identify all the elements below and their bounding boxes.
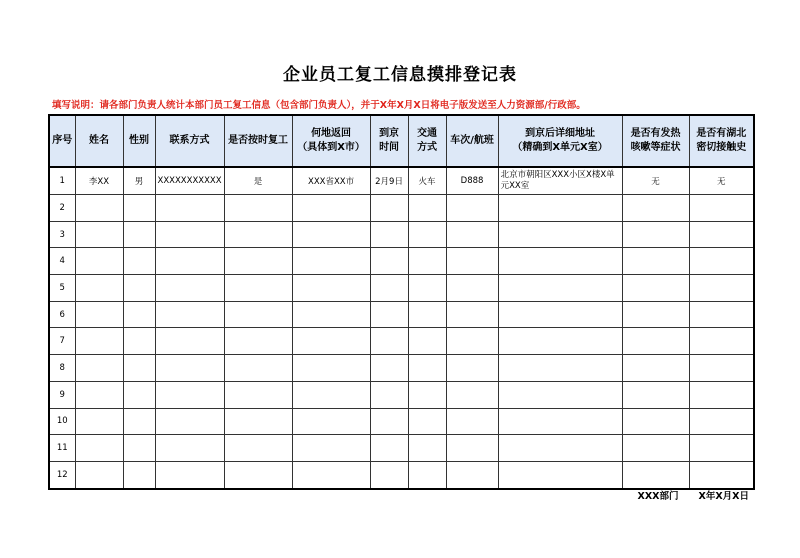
row-number-cell: 7 [49, 328, 75, 355]
row-number-cell: 11 [49, 435, 75, 462]
table-cell[interactable] [75, 355, 123, 382]
table-cell[interactable] [622, 195, 689, 222]
column-header [224, 115, 292, 167]
column-header-text: 方式 [417, 142, 438, 153]
row-number-cell: 9 [49, 381, 75, 408]
column-header-text: 咳嗽等症状 [630, 142, 681, 153]
table-cell[interactable] [292, 248, 370, 275]
table-cell[interactable] [292, 435, 370, 462]
table-cell[interactable] [123, 381, 155, 408]
table-cell[interactable] [75, 435, 123, 462]
column-header-text: 姓名 [89, 135, 109, 146]
table-cell[interactable] [689, 301, 754, 328]
table-cell[interactable] [408, 381, 446, 408]
table-cell[interactable] [75, 381, 123, 408]
table-cell[interactable] [622, 355, 689, 382]
column-header-text: 是否有发热 [630, 128, 681, 139]
table-cell[interactable] [370, 221, 408, 248]
table-cell[interactable]: 无 [689, 167, 754, 195]
column-header-text: （具体到X市） [297, 142, 365, 153]
column-header-text: 到京 [379, 128, 400, 139]
column-header [75, 115, 123, 167]
table-cell[interactable] [155, 248, 224, 275]
column-header [622, 115, 689, 167]
table-cell[interactable] [498, 328, 622, 355]
table-cell[interactable] [224, 408, 292, 435]
table-cell[interactable] [370, 461, 408, 488]
table-cell[interactable]: 2月9日 [370, 167, 408, 195]
table-cell[interactable] [498, 248, 622, 275]
table-cell[interactable] [224, 461, 292, 488]
table-row [49, 328, 754, 355]
table-cell[interactable] [498, 435, 622, 462]
table-cell[interactable] [370, 275, 408, 302]
table-cell[interactable] [224, 195, 292, 222]
table-cell[interactable] [292, 355, 370, 382]
table-cell[interactable] [498, 381, 622, 408]
table-cell[interactable] [408, 408, 446, 435]
table-cell[interactable] [408, 435, 446, 462]
table-cell[interactable] [224, 301, 292, 328]
table-cell[interactable] [622, 381, 689, 408]
table-cell[interactable] [498, 355, 622, 382]
table-cell[interactable] [446, 195, 498, 222]
table-cell[interactable] [689, 461, 754, 488]
column-header-text: 何地返回 [311, 128, 352, 139]
table-cell[interactable] [689, 408, 754, 435]
footer [638, 488, 749, 502]
table-cell[interactable] [689, 435, 754, 462]
table-cell[interactable] [224, 328, 292, 355]
table-row [49, 381, 754, 408]
table-cell[interactable] [370, 248, 408, 275]
column-header-text: 密切接触史 [696, 142, 747, 153]
table-cell[interactable]: 男 [123, 167, 155, 195]
table-cell[interactable] [75, 221, 123, 248]
table-cell[interactable] [408, 355, 446, 382]
table-cell[interactable] [446, 248, 498, 275]
table-cell[interactable] [622, 408, 689, 435]
table-cell[interactable] [446, 301, 498, 328]
row-number-cell: 6 [49, 301, 75, 328]
table-cell[interactable]: D888 [446, 167, 498, 195]
table-cell[interactable] [498, 461, 622, 488]
table-row [49, 461, 754, 488]
footer-date: X年X月X日 [698, 491, 749, 502]
table-cell[interactable] [408, 221, 446, 248]
table-cell[interactable]: 是 [224, 167, 292, 195]
table-row [49, 435, 754, 462]
row-number-cell: 8 [49, 355, 75, 382]
instruction-note: 填写说明：请各部门负责人统计本部门员工复工信息（包含部门负责人），并于X年X月X日将电子版发送至人力资源部/行政部。 [52, 100, 586, 111]
table-cell[interactable] [75, 461, 123, 488]
table-cell[interactable] [123, 435, 155, 462]
table-cell[interactable] [622, 435, 689, 462]
table-cell[interactable] [622, 248, 689, 275]
column-header-text: 是否有湖北 [696, 128, 747, 139]
table-cell[interactable] [155, 435, 224, 462]
column-header [292, 115, 370, 167]
table-cell[interactable] [498, 301, 622, 328]
table-cell[interactable] [370, 328, 408, 355]
table-cell[interactable] [622, 301, 689, 328]
row-number-cell: 4 [49, 248, 75, 275]
table-cell[interactable] [446, 355, 498, 382]
table-cell[interactable] [292, 195, 370, 222]
table-cell[interactable] [498, 408, 622, 435]
column-header-text: 联系方式 [169, 135, 210, 146]
table-cell[interactable] [75, 275, 123, 302]
column-header [49, 115, 75, 167]
table-cell[interactable] [224, 381, 292, 408]
column-header [498, 115, 622, 167]
column-header-text: 到京后详细地址 [525, 128, 596, 139]
table-cell[interactable] [370, 435, 408, 462]
table-cell[interactable] [370, 301, 408, 328]
table-cell[interactable] [408, 328, 446, 355]
table-cell[interactable] [123, 408, 155, 435]
table-cell[interactable] [292, 328, 370, 355]
column-header [408, 115, 446, 167]
table-cell[interactable] [75, 301, 123, 328]
table-cell[interactable] [446, 381, 498, 408]
table-cell[interactable]: XXXXXXXXXXX [155, 167, 224, 195]
table-cell[interactable] [155, 221, 224, 248]
page-title: 企业员工复工信息摸排登记表 [283, 65, 517, 85]
table-cell[interactable] [155, 461, 224, 488]
table-cell[interactable] [370, 195, 408, 222]
footer-department: XXX部门 [637, 491, 679, 502]
table-cell[interactable] [370, 408, 408, 435]
column-header [446, 115, 498, 167]
row-number-cell: 2 [49, 195, 75, 222]
table-cell[interactable] [75, 408, 123, 435]
table-cell[interactable] [292, 408, 370, 435]
table-cell[interactable] [408, 461, 446, 488]
table-cell[interactable] [123, 461, 155, 488]
table-row [49, 167, 754, 195]
table-cell[interactable] [408, 248, 446, 275]
table-cell[interactable] [292, 461, 370, 488]
column-header [689, 115, 754, 167]
table-cell[interactable] [75, 328, 123, 355]
table-cell[interactable] [75, 248, 123, 275]
table-cell[interactable] [446, 221, 498, 248]
table-row [49, 248, 754, 275]
table-cell[interactable] [224, 248, 292, 275]
column-header-text: 交通 [417, 128, 438, 139]
table-cell[interactable] [446, 408, 498, 435]
column-header-text: 车次/航班 [450, 135, 494, 146]
table-cell[interactable] [224, 355, 292, 382]
column-header [155, 115, 224, 167]
table-cell[interactable] [498, 195, 622, 222]
table-cell[interactable]: 火车 [408, 167, 446, 195]
table-cell[interactable] [689, 381, 754, 408]
row-number-cell: 12 [49, 461, 75, 488]
table-row [49, 195, 754, 222]
table-row [49, 275, 754, 302]
table-cell[interactable] [292, 301, 370, 328]
table-cell[interactable] [446, 461, 498, 488]
table-cell[interactable] [689, 195, 754, 222]
table-cell[interactable] [155, 408, 224, 435]
table-cell[interactable] [155, 301, 224, 328]
table-cell[interactable] [155, 381, 224, 408]
table-cell[interactable] [123, 275, 155, 302]
row-number-cell: 10 [49, 408, 75, 435]
table-cell[interactable] [689, 221, 754, 248]
column-header-text: 性别 [129, 135, 149, 146]
table-cell[interactable] [622, 221, 689, 248]
table-cell[interactable] [123, 248, 155, 275]
column-header-text: （精确到X单元X室） [512, 142, 608, 153]
table-cell[interactable]: 无 [622, 167, 689, 195]
table-cell[interactable]: 北京市朝阳区XXX小区X楼X单元XX室 [498, 167, 622, 195]
table-cell[interactable] [446, 435, 498, 462]
table-cell[interactable] [370, 355, 408, 382]
column-header-text: 序号 [52, 135, 73, 146]
table-cell[interactable] [123, 301, 155, 328]
table-row [49, 301, 754, 328]
table-cell[interactable]: XXX省XX市 [292, 167, 370, 195]
row-number-cell: 3 [49, 221, 75, 248]
row-number-cell: 5 [49, 275, 75, 302]
table-cell[interactable] [292, 275, 370, 302]
table-cell[interactable] [622, 461, 689, 488]
table-cell[interactable] [123, 355, 155, 382]
table-cell[interactable] [498, 221, 622, 248]
table-cell[interactable] [292, 381, 370, 408]
column-header-text: 是否按时复工 [228, 135, 289, 146]
table-cell[interactable] [292, 221, 370, 248]
table-cell[interactable] [408, 275, 446, 302]
table-cell[interactable] [498, 275, 622, 302]
table-cell[interactable] [123, 328, 155, 355]
table-cell[interactable] [224, 275, 292, 302]
column-header-text: 时间 [379, 142, 400, 153]
header-row [49, 115, 754, 167]
table-cell[interactable] [446, 275, 498, 302]
table-cell[interactable] [408, 195, 446, 222]
table-row [49, 408, 754, 435]
table-cell[interactable] [408, 301, 446, 328]
column-header [370, 115, 408, 167]
row-number-cell: 1 [49, 167, 75, 195]
registration-table [48, 114, 755, 490]
table-cell[interactable] [123, 195, 155, 222]
column-header [123, 115, 155, 167]
table-cell[interactable] [446, 328, 498, 355]
table-cell[interactable] [123, 221, 155, 248]
table-cell[interactable] [155, 275, 224, 302]
table-cell[interactable] [155, 355, 224, 382]
table-cell[interactable] [155, 195, 224, 222]
table-cell[interactable] [75, 195, 123, 222]
table-cell[interactable] [224, 221, 292, 248]
table-cell[interactable] [689, 275, 754, 302]
table-row [49, 221, 754, 248]
table-row [49, 355, 754, 382]
table-cell[interactable] [370, 381, 408, 408]
table-cell[interactable] [689, 355, 754, 382]
table-cell[interactable] [689, 328, 754, 355]
table-cell[interactable] [622, 275, 689, 302]
table-cell[interactable] [689, 248, 754, 275]
table-cell[interactable] [155, 328, 224, 355]
table-cell[interactable] [622, 328, 689, 355]
table-cell[interactable] [224, 435, 292, 462]
table-cell[interactable]: 李XX [75, 167, 123, 195]
